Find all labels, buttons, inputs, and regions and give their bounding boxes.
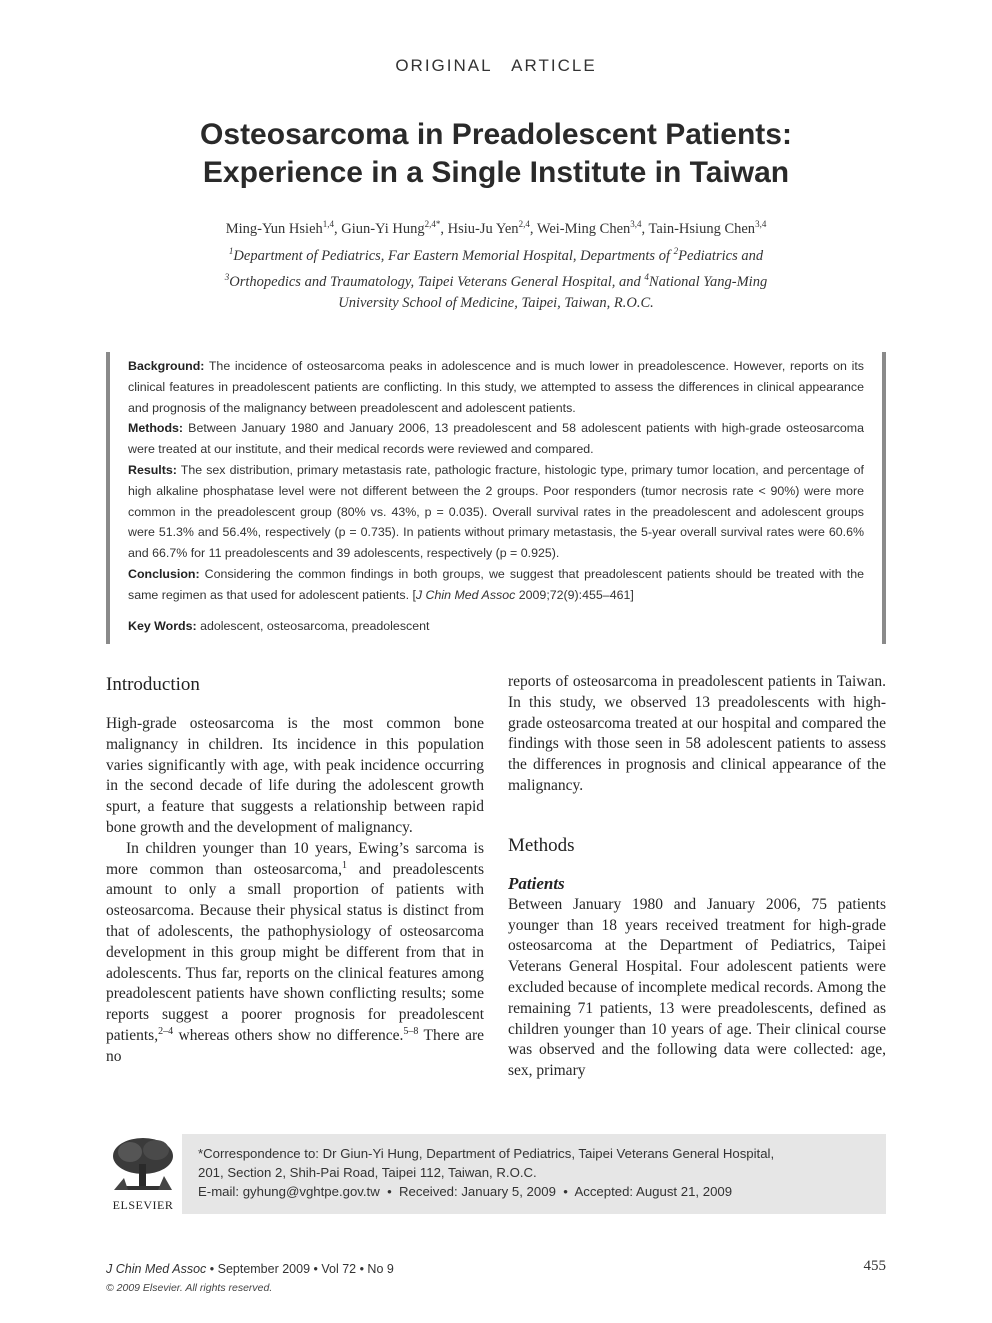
title-line-1: Osteosarcoma in Preadolescent Patients: (200, 118, 792, 151)
intro-paragraph-1: High-grade osteosarcoma is the most common bone malignancy in children. Its incidence in this population varies significantly with age, with peak incidence occurring in the second decade of life during the adolescent growth spurt, a feature that suggests a relationship between rapid bone growth and the development of malignancy. (106, 715, 484, 836)
abstract-box (106, 352, 886, 644)
abstract-conclusion: Conclusion: Considering the common findings in both groups, we suggest that preadolescent patients should be treated with the same regimen as that used for adolescent patients. [J Chin Med Assoc 2009;72(9):455–461] (128, 566, 864, 602)
footer-copyright: © 2009 Elsevier. All rights reserved. (106, 1282, 273, 1294)
citation-ref[interactable]: 5–8 (403, 1025, 419, 1037)
abstract-background: Background: The incidence of osteosarcoma peaks in adolescence and is much lower in preadolescence. However, reports on its clinical features in preadolescent patients are conflicting. In this study, we attempted to assess the differences in clinical appearance and prognosis of the malignancy between preadolescent and adolescent patients. (128, 359, 864, 415)
author-list (100, 214, 892, 239)
article-title (96, 116, 896, 192)
methods-heading: Methods (508, 834, 575, 856)
author-1: Ming-Yun Hsieh$^{1,4}$, (225, 219, 342, 237)
correspondence-box (106, 1134, 886, 1214)
elsevier-tree-icon (106, 1134, 180, 1196)
abstract-methods: Methods: Between January 1980 and January 2006, 13 preadolescent and 58 adolescent patients with high-grade osteosarcoma were treated at our institute, and their medical records were reviewed and compared. (128, 421, 864, 457)
author-4: Wei-Ming Chen$^{3,4}$, (536, 219, 649, 237)
author-3: Hsiu-Ju Yen$^{2,4}$, (447, 219, 537, 237)
introduction-heading: Introduction (106, 674, 200, 695)
publisher-name: ELSEVIER (112, 1198, 174, 1212)
abstract-results: Results: The sex distribution, primary metastasis rate, pathologic fracture, histologic type, primary tumor location, and percentage of high alkaline phosphatase level were not different between the 2 groups. Poor responders (tumor necrosis rate < 90%) were more common in the preadolescent group (80% vs. 43%, p = 0.035). Overall survival rates in the preadolescent and adolescent groups were 51.3% and 56.4%, respectively (p = 0.735). In patients without primary metastasis, the 5-year overall survival rates were 60.6% and 66.7% for 11 preadolescents and 39 adolescents, respectively (p = 0.925). (128, 462, 864, 561)
right-column (508, 672, 886, 1082)
correspondence-text (182, 1134, 886, 1214)
correspondence-line-1: *Correspondence to: Dr Giun-Yi Hung, Department of Pediatrics, Taipei Veterans General Hospital, (198, 1146, 775, 1161)
abstract-keywords: Key Words: adolescent, osteosarcoma, preadolescent (128, 618, 430, 633)
author-2: Giun-Yi Hung$^{2,4*}$, (341, 219, 448, 237)
methods-paragraph-1: Between January 1980 and January 2006, 75 patients younger than 18 years received treatment for high-grade osteosarcoma at the Department of Pediatrics, Taipei Veterans General Hospital. Four adolescent patients were excluded because of incomplete medical records. Among the remaining 71 patients, 13 were preadolescents, defined as children younger than 10 years of age. Their clinical course was observed and the following data were collected: age, sex, primary (508, 895, 886, 1080)
article-type-label: ORIGINAL ARTICLE (395, 56, 597, 75)
left-column (106, 672, 484, 1068)
correspondence-line-3: E-mail: gyhung@vghtpe.gov.tw • Received: January 5, 2009 • Accepted: August 21, 2009 (198, 1184, 733, 1199)
page-number: 455 (863, 1258, 886, 1274)
citation-ref[interactable]: 1 (342, 859, 348, 871)
patients-subheading: Patients (508, 873, 565, 893)
citation-ref[interactable]: 2–4 (158, 1025, 174, 1037)
affiliations: $^1$Department of Pediatrics, Far Eastern Memorial Hospital, Departments of $^2$Pediatrics and $^3$Orthopedics and Traumatology, Taipei Veterans General Hospital, and $^4$National Yang-Ming University School of Medicine, Taipei, Taiwan, R.O.C. (224, 246, 768, 311)
elsevier-logo (106, 1134, 180, 1214)
title-line-2: Experience in a Single Institute in Taiwan (202, 156, 790, 189)
correspondence-line-2: 201, Section 2, Shih-Pai Road, Taipei 112, Taiwan, R.O.C. (198, 1165, 537, 1180)
intro-paragraph-2: In children younger than 10 years, Ewing’s sarcoma is more common than osteosarcoma,$^1$ and preadolescents amount to only a small proportion of patients with osteosarcoma. Because their physical status is distinct from that of adolescents, the pathophysiology of osteosarcoma development in this group might be different from that in adolescents. Thus far, reports on the clinical features among preadolescent patients have shown conflicting results; some reports suggest a poorer prognosis for preadolescent patients,$^{2-4}$ whereas others show no difference.$^{5-8}$ There are no (106, 839, 484, 1065)
intro-paragraph-2-continued: reports of osteosarcoma in preadolescent patients in Taiwan. In this study, we observed 13 preadolescents with high-grade osteosarcoma treated at our hospital and compared the findings with those seen in 58 adolescent patients to assess the differences in prognosis and clinical appearance of the malignancy. (508, 673, 886, 794)
author-5: Tain-Hsiung Chen$^{3,4}$ (648, 219, 767, 237)
footer-journal-info: J Chin Med Assoc • September 2009 • Vol 72 • No 9 (106, 1262, 394, 1276)
